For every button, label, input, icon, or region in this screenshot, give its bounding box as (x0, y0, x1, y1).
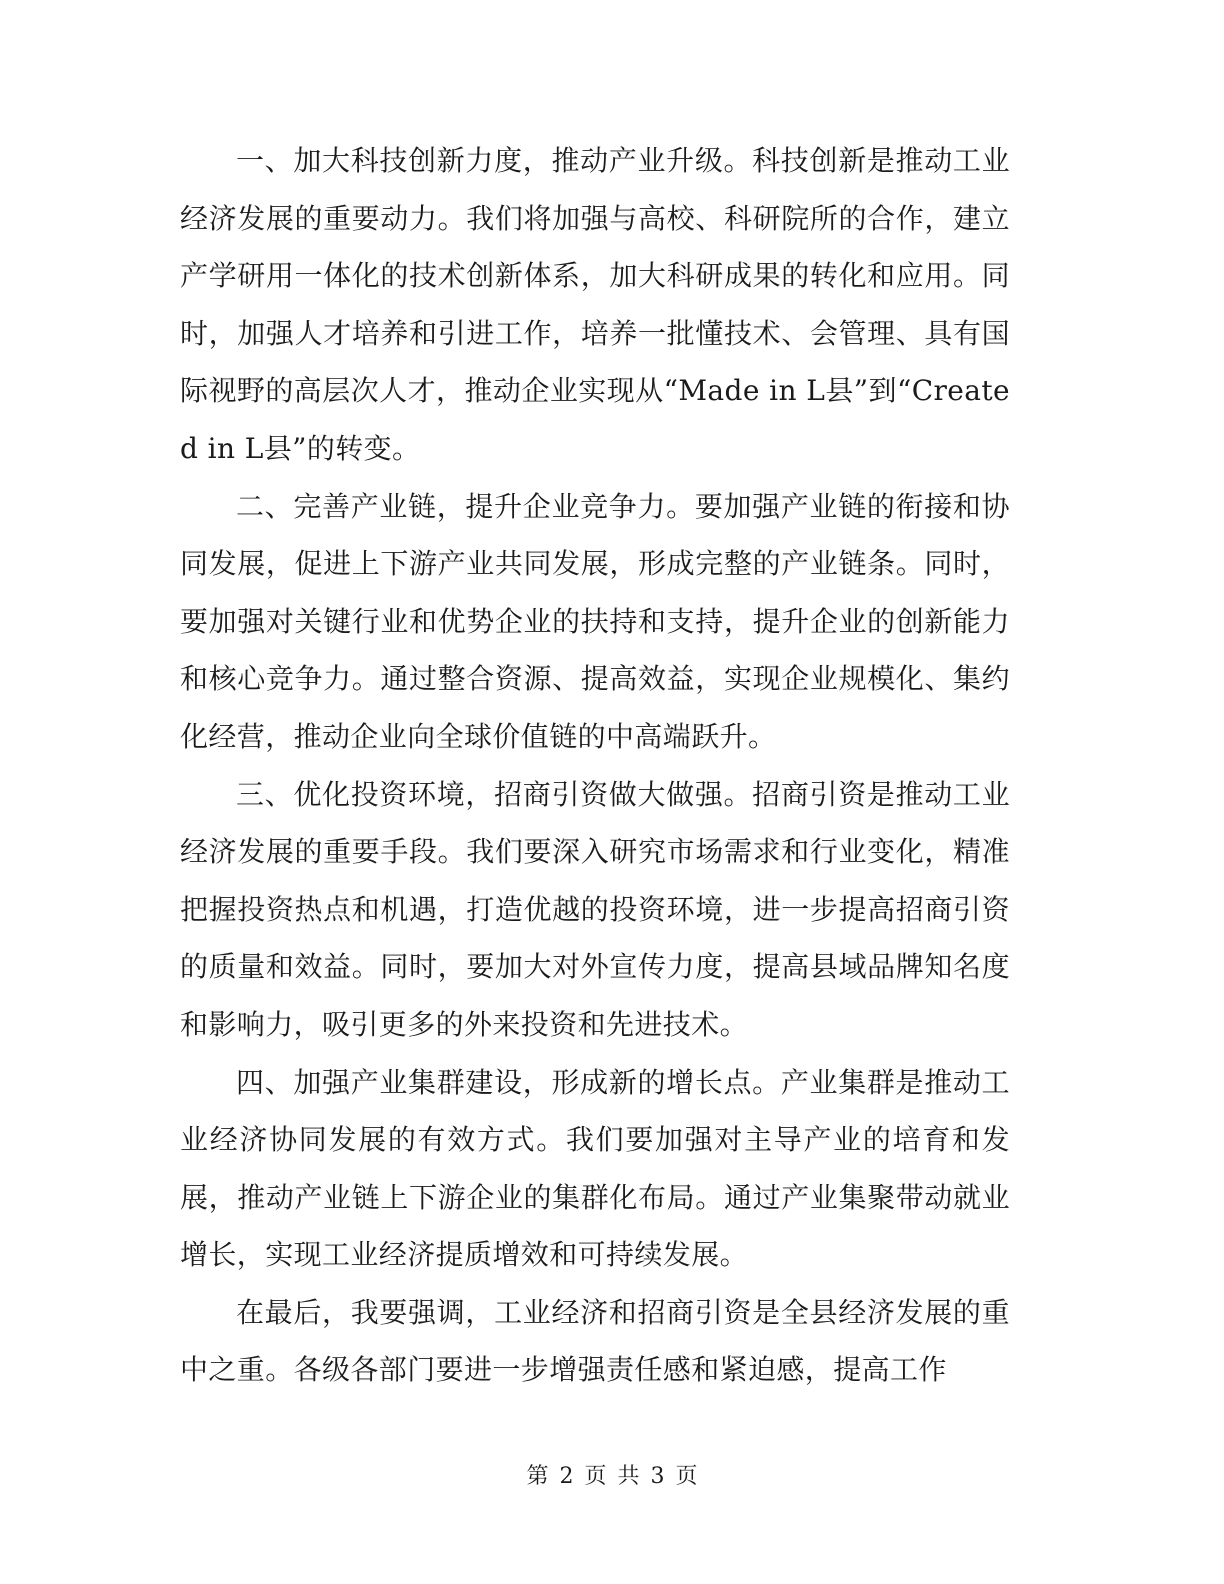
paragraph-industrial-cluster: 四、加强产业集群建设，形成新的增长点。产业集群是推动工业经济协同发展的有效方式。我们要加强对主导产业的培育和发展，推动产业链上下游企业的集群化布局。通过产业集聚带动就业增长，实现工业经济提质增效和可持续发展。 (180, 1065, 1010, 1272)
paragraph-tech-innovation: 一、加大科技创新力度，推动产业升级。科技创新是推动工业经济发展的重要动力。我们将加强与高校、科研院所的合作，建立产学研用一体化的技术创新体系，加大科研成果的转化和应用。同时，加强人才培养和引进工作，培养一批懂技术、会管理、具有国际视野的高层次人才，推动企业实现从“Made in L县”到“Created in L县”的转变。 (180, 144, 1010, 465)
paragraph-conclusion: 在最后，我要强调，工业经济和招商引资是全县经济发展的重中之重。各级各部门要进一步增强责任感和紧迫感，提高工作 (180, 1295, 1010, 1387)
document-body (180, 132, 1010, 1399)
page-number-footer: 第 2 页 共 3 页 (526, 1464, 698, 1489)
paragraph-investment-environment: 三、优化投资环境，招商引资做大做强。招商引资是推动工业经济发展的重要手段。我们要深入研究市场需求和行业变化，精准把握投资热点和机遇，打造优越的投资环境，进一步提高招商引资的质量和效益。同时，要加大对外宣传力度，提高县域品牌知名度和影响力，吸引更多的外来投资和先进技术。 (180, 777, 1010, 1041)
paragraph-industry-chain: 二、完善产业链，提升企业竞争力。要加强产业链的衔接和协同发展，促进上下游产业共同发展，形成完整的产业链条。同时，要加强对关键行业和优势企业的扶持和支持，提升企业的创新能力和核心竞争力。通过整合资源、提高效益，实现企业规模化、集约化经营，推动企业向全球价值链的中高端跃升。 (180, 489, 1010, 753)
